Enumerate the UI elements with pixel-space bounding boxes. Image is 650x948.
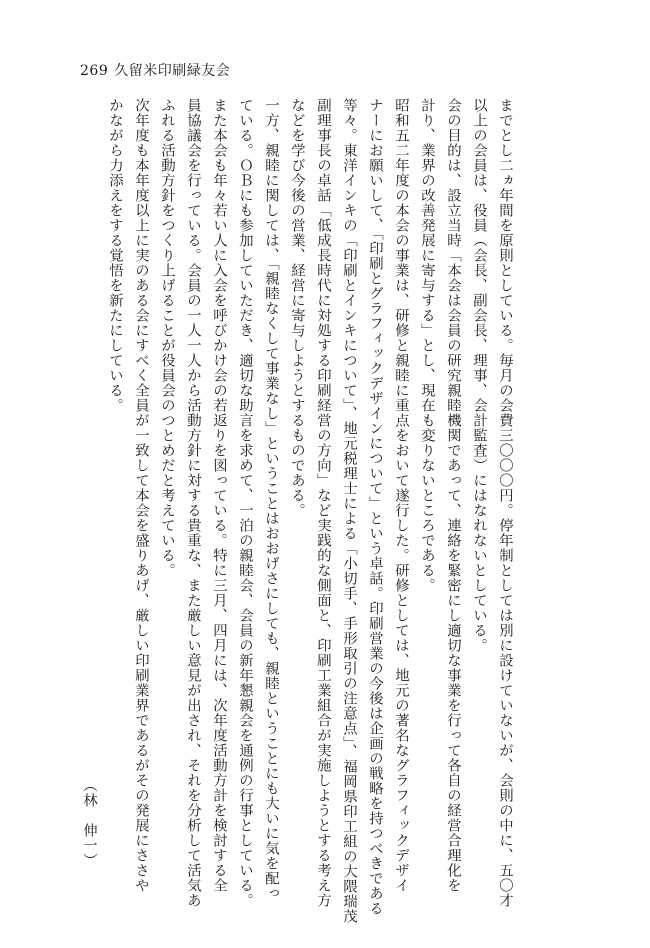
text-column: 一方、親睦に関しては、「親睦なくして事業なし」ということはおおげさにしても、親睦ということにも大いに気を配っ: [263, 98, 279, 901]
text-column: かながら力添えをする覚悟を新たにしている。: [107, 98, 123, 413]
text-column: ナーにお願いして、「印刷とグラフィックデザインについて」という卓話。印刷営業の今後は企画の戦略を持つべきである: [367, 98, 383, 916]
text-column: ふれる活動方針をつくり上げることが役員会のつとめだと考えている。: [159, 98, 175, 578]
text-column: 等々。東洋インキの「印刷とインキについて」、地元税理士による「小切手、手形取引の注意点」、福岡県印工組の大隈瑞茂: [341, 98, 357, 924]
text-column: 会の目的は、設立当時「本会は会員の研究親睦機関であって、連絡を緊密にし適切な事業を行って各自の経営合理化を: [445, 98, 461, 893]
page-number: 269: [80, 63, 109, 79]
text-column: 以上の会員は、役員（会長、副会長、理事、会計監査）にはなれないとしている。: [471, 98, 487, 653]
text-column: 計り、業界の改善発展に寄与する」とし、現在も変りないところである。: [419, 98, 435, 593]
running-header: [80, 60, 230, 80]
text-column: などを学び今後の営業、経営に寄与しようとするものである。: [289, 98, 305, 518]
text-column: 員協議会を行っている。会員の一人一人から活動方針に対する貴重な、また厳しい意見が出され、それを分析して活気あ: [185, 98, 201, 908]
text-column: 昭和五二年度の本会の事業は、研修と親睦に重点をおいて遂行した。研修としては、地元の著名なグラフィックデザイ: [393, 98, 409, 893]
vertical-body-text: [81, 98, 518, 924]
text-column: 次年度も本年度以上に実のある会にすべく全員が一致して本会を盛りあげ、厳しい印刷業界であるがその発展にささや: [133, 98, 149, 893]
author-signature: （林 伸一）: [81, 778, 97, 868]
text-column: 副理事長の卓話「低成長時代に対処する印刷経営の方向」など実践的な側面と、印刷工業組合が実施しようとする考え方: [315, 98, 331, 908]
text-column: までとし二ヵ年間を原則としている。毎月の会費三〇〇〇円。停年制としては別に設けていないが、会則の中に、五〇才: [497, 98, 513, 908]
text-column: ている。ＯＢにも参加していただき、適切な助言を求めて、一泊の親睦会、会員の新年懇親会を通例の行事としている。: [237, 98, 253, 908]
text-column: また本会も年々若い人に入会を呼びかけ会の若返りを図っている。特に三月、四月には、次年度活動方計を検討する全: [211, 98, 227, 893]
running-title: 久留米印刷緑友会: [114, 63, 231, 79]
